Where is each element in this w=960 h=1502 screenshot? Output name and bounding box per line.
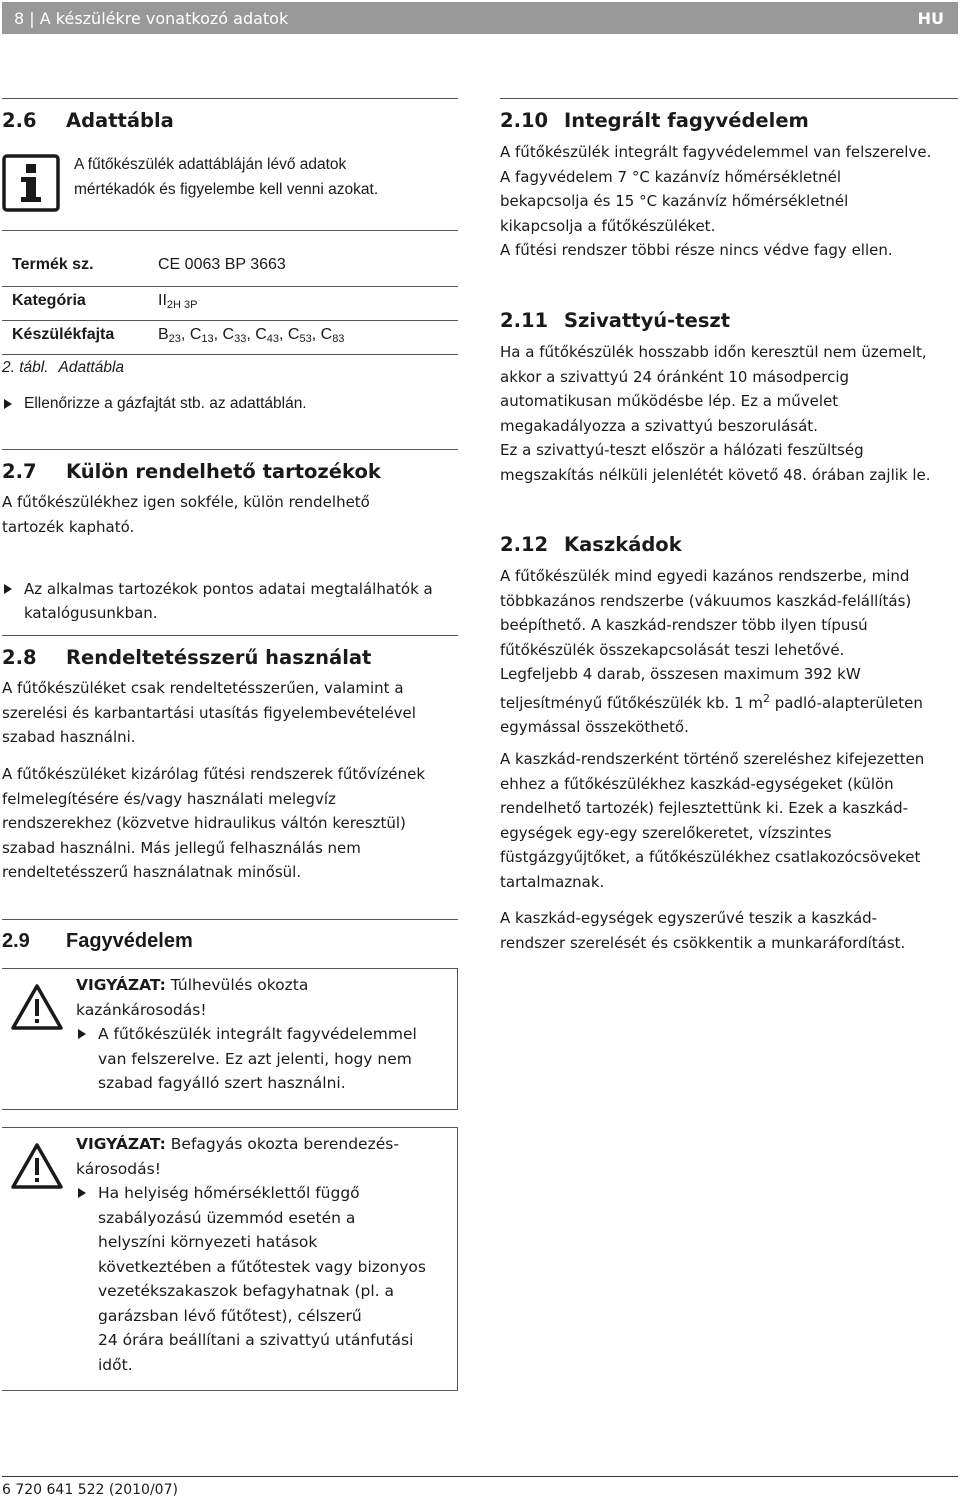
warning-triangle-icon [10, 983, 64, 1031]
info-notice [2, 148, 458, 218]
section-heading-2-11: 2.11 Szivattyú-teszt [500, 309, 731, 332]
table-caption: 2. tábl. Adattábla [2, 359, 125, 376]
section-rule [2, 449, 458, 450]
bullet-arrow-icon [4, 399, 12, 409]
section-heading-2-8: 2.8 Rendeltetésszerű használat [2, 646, 372, 669]
warning-text: VIGYÁZAT: Befagyás okozta berendezés- károsodás! Ha helyiség hőmérséklettől függő szabályozású üzemmód esetén a helyszíni környezeti hatások következtében a fűtőtestek vagy bizonyos vezetékszakaszok befagyhatnak (pl. a garázsban lévő fűtőtest), célszerű 24 órára beállítani a szivattyú utánfutási időt. [76, 1135, 426, 1374]
footer-rule [2, 1476, 958, 1477]
section-heading-2-10: 2.10 Integrált fagyvédelem [500, 109, 809, 132]
section-rule [2, 98, 458, 99]
section-2-8-para-2: A fűtőkészüléket kizárólag fűtési rendszerek fűtővízének felmelegítésére és/vagy használati melegvíz rendszerekhez (közvetve hidraulikus váltón keresztül) szabad használni. Más jellegű felhasználás nem rendeltetésszerű használatnak minősül. [2, 765, 426, 881]
warning-box-freeze [2, 1127, 458, 1391]
section-2-7-text: A fűtőkészülékhez igen sokféle, külön rendelhető tartozék kapható. [2, 493, 370, 536]
footer-doc-number: 6 720 641 522 (2010/07) [2, 1482, 178, 1498]
section-heading-2-9: 2.9 Fagyvédelem [2, 930, 193, 952]
bullet-arrow-icon [78, 1029, 86, 1039]
header-title: 8 | A készülékre vonatkozó adatok [14, 9, 289, 28]
section-2-8-para-1: A fűtőkészüléket csak rendeltetésszerűen, valamint a szerelési és karbantartási utasítás figyelembevételével szabad használni. [2, 679, 416, 746]
section-2-11-text: Ha a fűtőkészülék hosszabb időn keresztül nem üzemelt, akkor a szivattyú 24 óránként 10 másodpercig automatikusan működésbe lép. Ez a művelet megakadályozza a szivattyú beszorulását. Ez a szivattyú-teszt először a hálózati feszültség megszakítás nélküli jelenlétét követő 48. órában zajlik le. [500, 343, 931, 484]
info-icon [2, 154, 60, 212]
spec-value: CE 0063 BP 3663 [158, 256, 286, 273]
spec-value: $B_{23}$, $C_{13}$, $C_{33}$, $C_{43}$, $C_{53}$, $C_{83}$ [158, 326, 345, 345]
warning-text: VIGYÁZAT: Túlhevülés okozta kazánkárosodás! A fűtőkészülék integrált fagyvédelemmel van felszerelve. Ez azt jelenti, hogy nem szabad fagyálló szert használni. [76, 976, 417, 1092]
bullet-arrow-icon [78, 1188, 86, 1198]
bullet-item: Az alkalmas tartozékok pontos adatai megtalálhatók a katalógusunkban. [2, 577, 458, 626]
spec-label: Termék sz. [12, 256, 94, 273]
page-header-bar [2, 2, 958, 34]
bullet-arrow-icon [4, 584, 12, 594]
section-2-12-para-2: A kaszkád-rendszerként történő szereléshez kifejezetten ehhez a fűtőkészülékhez kaszkád-egységeket (külön rendelhető tartozék) fejlesztettünk ki. Ezek a kaszkád- egységek egy-egy szerelőkeretet, vízszintes füstgázgyűjtőket, a fűtőkészülékhez csatlakozócsöveket tartalmaznak. [500, 750, 925, 891]
section-rule [2, 919, 458, 920]
table-row-rule [2, 320, 458, 321]
section-rule [2, 635, 458, 636]
table-row-rule [2, 286, 458, 287]
info-text-line: A fűtőkészülék adattábláján lévő adatok [74, 156, 347, 173]
info-text-line: mértékadók és figyelembe kell venni azokat. [74, 181, 379, 198]
header-language: HU [917, 9, 944, 28]
section-2-12-para-3: A kaszkád-egységek egyszerűvé teszik a kaszkád- rendszer szerelését és csökkentik a munkaráfordítást. [500, 909, 906, 952]
section-2-12-para-1: A fűtőkészülék mind egyedi kazános rendszerbe, mind többkazános rendszerbe (vákuumos kaszkád-felállítás) beépíthető. A kaszkád-rendszer több ilyen típusú fűtőkészülék összekapcsolását teszi lehetővé. Legfeljebb 4 darab, összesen maximum 392 kW teljesítményű fűtőkészülék kb. 1 $m^2$ padló-alapterületen egymással összeköthető. [500, 567, 923, 736]
spec-label: Készülékfajta [12, 326, 115, 343]
spec-value: $II_{2H 3P}$ [158, 292, 198, 311]
spec-row [12, 326, 458, 356]
warning-box-overheat [2, 968, 458, 1110]
section-rule [500, 98, 958, 99]
table-top-rule [2, 230, 458, 231]
bullet-item: Ellenőrizze a gázfajtát stb. az adattáblán. [2, 392, 960, 417]
warning-triangle-icon [10, 1142, 64, 1190]
section-2-10-text: A fűtőkészülék integrált fagyvédelemmel van felszerelve. A fagyvédelem 7 °C kazánvíz hőmérsékletnél bekapcsolja és 15 °C kazánvíz hőmérsékletnél kikapcsolja a fűtőkészüléket. A fűtési rendszer többi része nincs védve fagy ellen. [500, 143, 932, 259]
section-heading-2-6: 2.6 Adattábla [2, 109, 174, 132]
spec-label: Kategória [12, 292, 86, 309]
section-heading-2-7: 2.7 Külön rendelhető tartozékok [2, 460, 381, 483]
spec-table [12, 256, 458, 356]
section-heading-2-12: 2.12 Kaszkádok [500, 533, 682, 556]
table-row-rule [2, 354, 458, 355]
